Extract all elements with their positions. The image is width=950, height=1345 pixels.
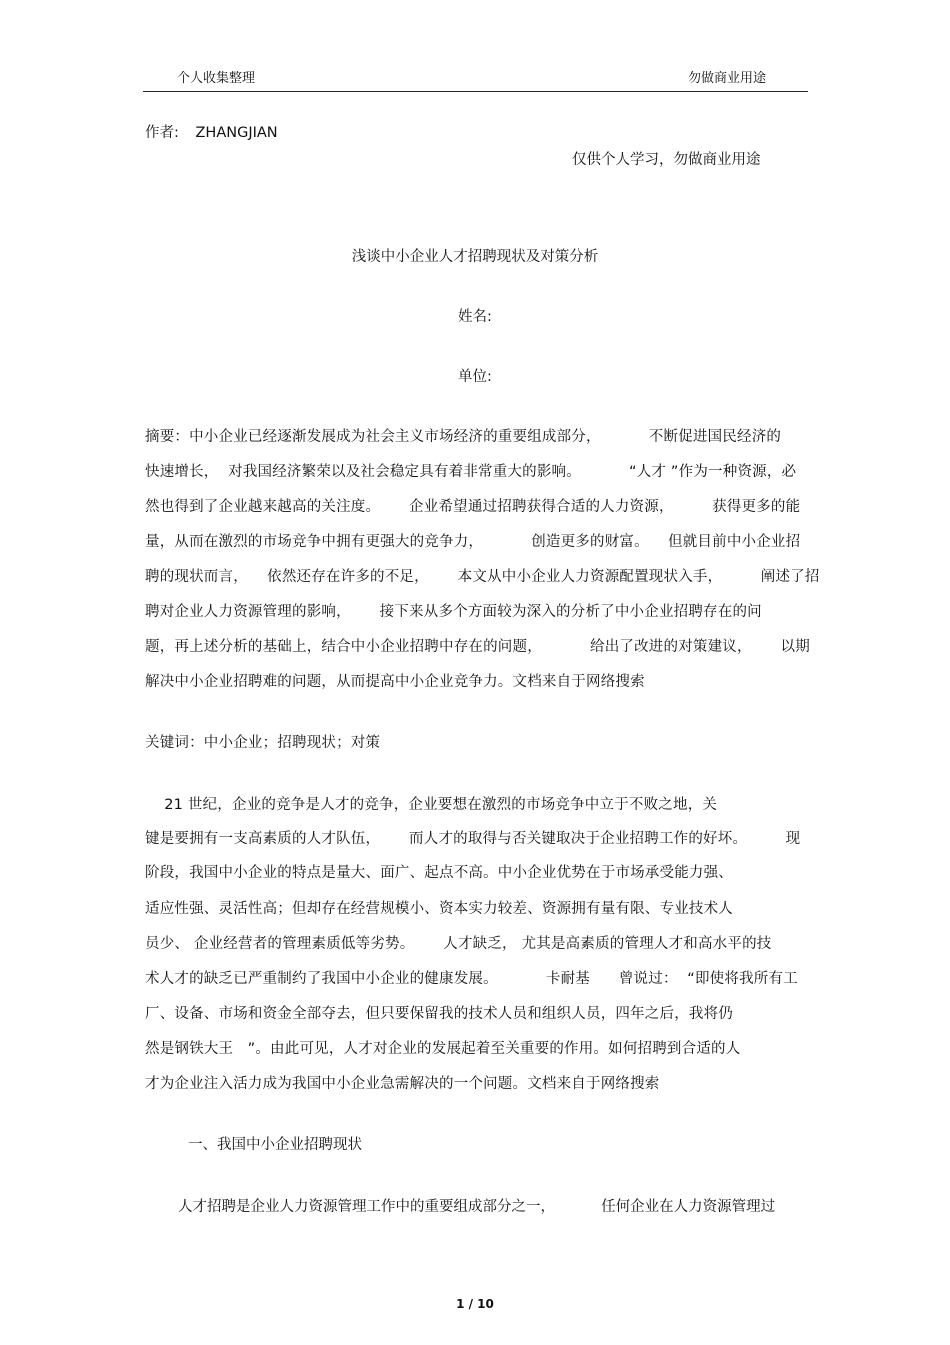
paragraph-line: 术人才的缺乏已严重制约了我国中小企业的健康发展。 卡耐基 曾说过： “即使将我所有工 xyxy=(145,971,798,987)
paragraph-line: 适应性强、灵活性高；但却存在经营规模小、资本实力较差、资源拥有量有限、专业技术人 xyxy=(145,901,733,917)
name-label: 姓名: xyxy=(458,309,492,325)
paragraph-line: 阶段，我国中小企业的特点是量大、面广、起点不高。中小企业优势在于市场承受能力强、 xyxy=(145,865,733,881)
author-line xyxy=(145,121,278,142)
paragraph-line: 厂、设备、市场和资金全部夺去，但只要保留我的技术人员和组织人员，四年之后，我将仍 xyxy=(145,1006,733,1022)
header-left: 个人收集整理 xyxy=(177,71,256,86)
header-rule xyxy=(143,91,808,92)
author-name: ZHANGJIAN xyxy=(195,125,278,141)
author-label: 作者: xyxy=(145,125,179,141)
paragraph-line: 员少、 企业经营者的管理素质低等劣势。 人才缺乏， 尤其是高素质的管理人才和高水平的技 xyxy=(145,936,772,952)
abstract-line: 聘对企业人力资源管理的影响， 接下来从多个方面较为深入的分析了中小企业招聘存在的问 xyxy=(145,604,762,620)
unit-label: 单位: xyxy=(458,369,492,385)
section-1-first-line: 人才招聘是企业人力资源管理工作中的重要组成部分之一， 任何企业在人力资源管理过 xyxy=(178,1199,776,1215)
abstract-line: 摘要：中小企业已经逐渐发展成为社会主义市场经济的重要组成部分， 不断促进国民经济的 xyxy=(145,429,782,445)
header-right: 勿做商业用途 xyxy=(688,71,767,86)
abstract-line: 然也得到了企业越来越高的关注度。 企业希望通过招聘获得合适的人力资源， 获得更多的能 xyxy=(145,499,801,515)
paragraph-line: 然是钢铁大王 ”。由此可见，人才对企业的发展起着至关重要的作用。如何招聘到合适的人 xyxy=(145,1041,741,1057)
keywords: 关键词：中小企业；招聘现状；对策 xyxy=(145,735,381,751)
abstract-line: 量，从而在激烈的市场竞争中拥有更强大的竞争力， 创造更多的财富。 但就目前中小企业招 xyxy=(145,534,801,550)
usage-notice: 仅供个人学习，勿做商业用途 xyxy=(572,152,761,168)
paragraph-line: 21 世纪，企业的竞争是人才的竞争，企业要想在激烈的市场竞争中立于不败之地，关 xyxy=(145,797,718,813)
paragraph-line: 键是要拥有一支高素质的人才队伍， 而人才的取得与否关键取决于企业招聘工作的好坏。 现 xyxy=(145,831,801,847)
abstract-line: 解决中小企业招聘难的问题，从而提高中小企业竞争力。文档来自于网络搜索 xyxy=(145,674,645,690)
paragraph-line: 才为企业注入活力成为我国中小企业急需解决的一个问题。文档来自于网络搜索 xyxy=(145,1076,660,1092)
section-1-heading: 一、我国中小企业招聘现状 xyxy=(188,1137,362,1153)
page-number: 1 / 10 xyxy=(456,1297,494,1311)
document-title: 浅谈中小企业人才招聘现状及对策分析 xyxy=(351,249,599,265)
abstract-line: 聘的现状而言， 依然还存在许多的不足， 本文从中小企业人力资源配置现状入手， 阐述了招 xyxy=(145,569,820,585)
abstract-line: 题，再上述分析的基础上，结合中小企业招聘中存在的问题， 给出了改进的对策建议， 以期 xyxy=(145,639,810,655)
abstract-line: 快速增长， 对我国经济繁荣以及社会稳定具有着非常重大的影响。 “人才 ”作为一种资源，必 xyxy=(145,464,797,480)
